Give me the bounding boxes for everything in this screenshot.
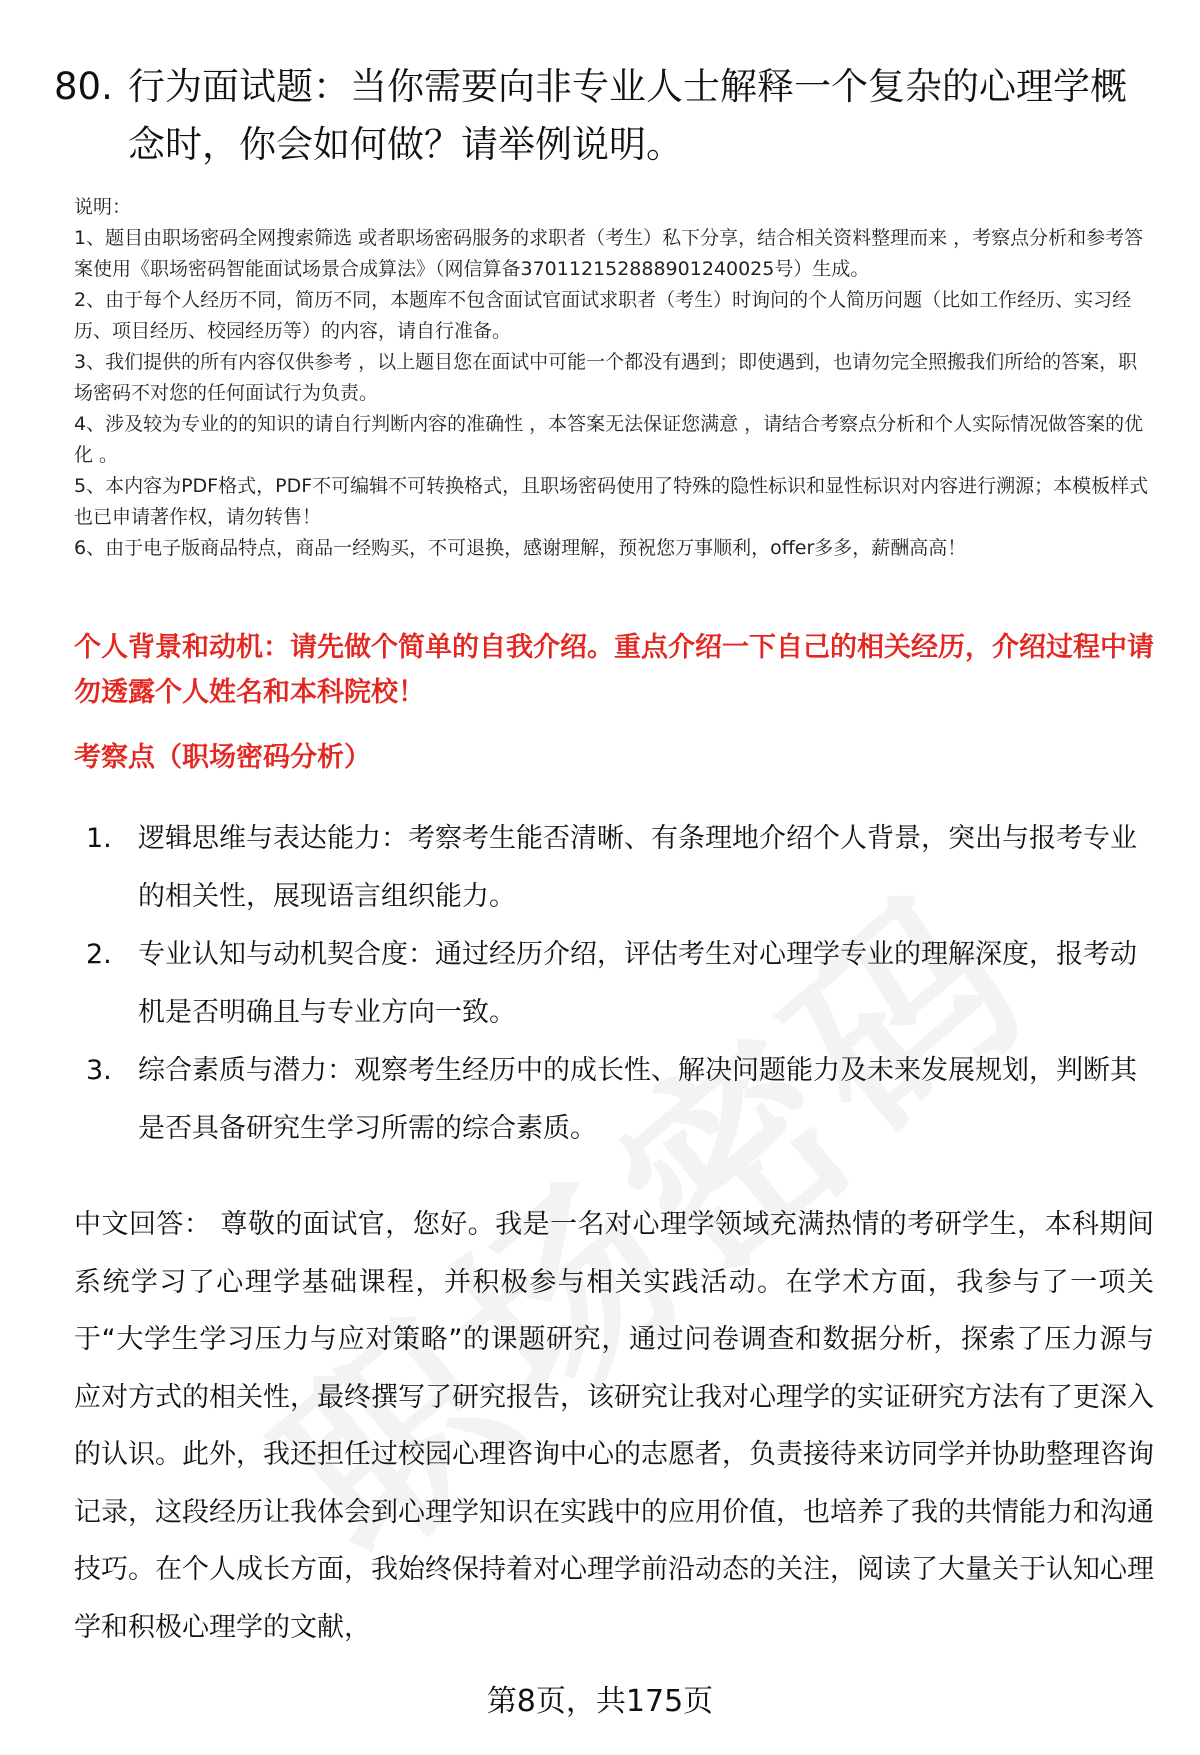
analysis-point-text: 逻辑思维与表达能力：考察考生能否清晰、有条理地介绍个人背景，突出与报考专业的相关性，展现语言组织能力。 [138, 823, 1137, 912]
notes-label: 说明： [74, 196, 132, 218]
notes-section [74, 192, 1154, 564]
note-item-2: 2、由于每个人经历不同，简历不同，本题库不包含面试官面试求职者（考生）时询问的个人简历问题（比如工作经历、实习经历、项目经历、校园经历等）的内容，请自行准备。 [74, 289, 1132, 342]
question-number: 80. [54, 65, 113, 108]
note-item-3: 3、我们提供的所有内容仅供参考 ，以上题目您在面试中可能一个都没有遇到；即使遇到，也请勿完全照搬我们所给的答案，职场密码不对您的任何面试行为负责。 [74, 351, 1138, 404]
analysis-heading: 考察点（职场密码分析） [74, 742, 371, 773]
question-title [54, 58, 1154, 174]
answer-paragraph [74, 1196, 1154, 1656]
intro-heading: 个人背景和动机：请先做个简单的自我介绍。重点介绍一下自己的相关经历，介绍过程中请勿透露个人姓名和本科院校！ [74, 632, 1154, 708]
answer-text: 尊敬的面试官，您好。我是一名对心理学领域充满热情的考研学生，本科期间系统学习了心理学基础课程，并积极参与相关实践活动。在学术方面，我参与了一项关于“大学生学习压力与应对策略”的课题研究，通过问卷调查和数据分析，探索了压力源与应对方式的相关性，最终撰写了研究报告，该研究让我对心理学的实证研究方法有了更深入的认识。此外，我还担任过校园心理咨询中心的志愿者，负责接待来访同学并协助整理咨询记录，这段经历让我体会到心理学知识在实践中的应用价值，也培养了我的共情能力和沟通技巧。在个人成长方面，我始终保持着对心理学前沿动态的关注，阅读了大量关于认知心理学和积极心理学的文献， [74, 1209, 1155, 1643]
analysis-point-text: 专业认知与动机契合度：通过经历介绍，评估考生对心理学专业的理解深度，报考动机是否明确且与专业方向一致。 [138, 939, 1137, 1028]
analysis-point-text: 综合素质与潜力：观察考生经历中的成长性、解决问题能力及未来发展规划，判断其是否具备研究生学习所需的综合素质。 [138, 1055, 1137, 1144]
analysis-point [74, 1042, 1154, 1158]
note-item-6: 6、由于电子版商品特点，商品一经购买，不可退换，感谢理解，预祝您万事顺利，offer多多，薪酬高高！ [74, 537, 967, 559]
analysis-point-number: 3. [86, 1055, 112, 1086]
note-item-4: 4、涉及较为专业的的知识的请自行判断内容的准确性 ，本答案无法保证您满意 ，请结合考察点分析和个人实际情况做答案的优化 。 [74, 413, 1144, 466]
analysis-point-number: 2. [86, 939, 112, 970]
analysis-point [74, 810, 1154, 926]
analysis-point [74, 926, 1154, 1042]
analysis-points-list [74, 810, 1154, 1158]
note-item-5: 5、本内容为PDF格式，PDF不可编辑不可转换格式，且职场密码使用了特殊的隐性标识和显性标识对内容进行溯源；本模板样式也已申请著作权，请勿转售！ [74, 475, 1149, 528]
analysis-point-number: 1. [86, 823, 112, 854]
question-text: 行为面试题：当你需要向非专业人士解释一个复杂的心理学概念时，你会如何做？请举例说明。 [128, 65, 1127, 166]
note-item-1: 1、题目由职场密码全网搜索筛选 或者职场密码服务的求职者（考生）私下分享，结合相关资料整理而来 ，考察点分析和参考答案使用《职场密码智能面试场景合成算法》（网信算备370112152888901240025号）生成。 [74, 227, 1144, 280]
page-footer: 第8页，共175页 [486, 1684, 714, 1719]
answer-label: 中文回答： [74, 1209, 212, 1240]
